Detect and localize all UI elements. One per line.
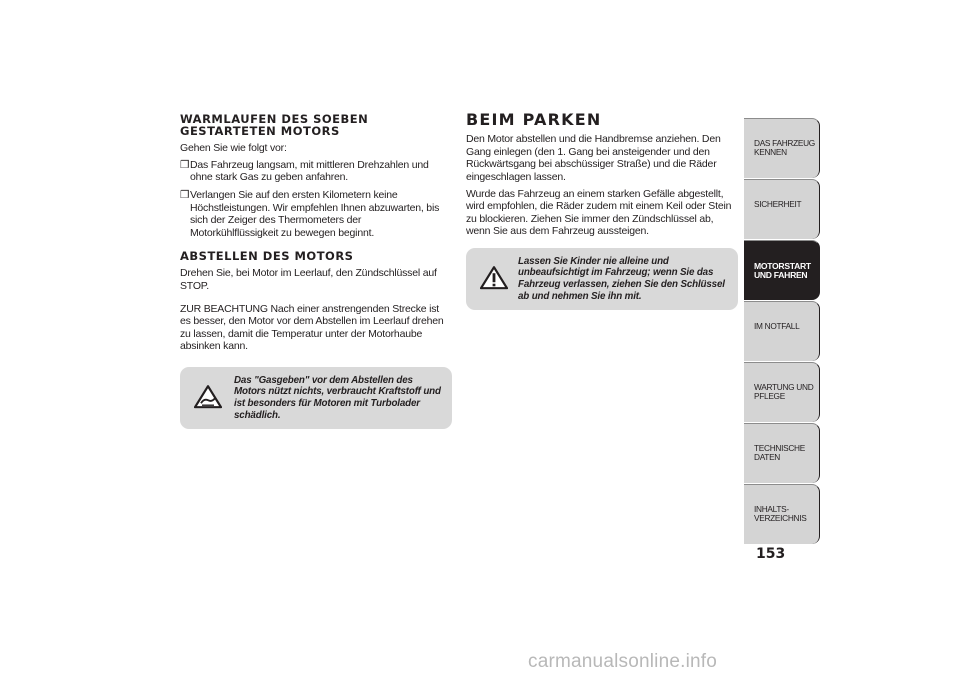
environment-warning-box xyxy=(180,367,452,429)
paragraph: Den Motor abstellen und die Handbremse anziehen. Den Gang einlegen (den 1. Gang bei ansteigender und den Rückwärtsgang bei abschüssiger Straße) und die Räder eingeschlagen lassen. xyxy=(466,133,721,183)
safety-warning-box xyxy=(466,248,738,310)
tab-motorstart-und-fahren[interactable]: MOTORSTART UND FAHREN xyxy=(744,240,820,300)
checkbox-bullet-icon: ❒ xyxy=(180,158,190,171)
tab-wartung-und-pflege[interactable]: WARTUNG UND PFLEGE xyxy=(744,362,820,422)
environment-warning-icon xyxy=(194,384,222,412)
list-item xyxy=(180,159,452,184)
exclamation-warning-icon xyxy=(480,265,508,293)
warning-text: Das "Gasgeben" vor dem Abstellen des Motors nützt nichts, verbraucht Kraftstoff und ist besonders für Motoren mit Turbolader schädlich. xyxy=(234,374,441,421)
section-heading-warmup: WARMLAUFEN DES SOEBEN GESTARTETEN MOTORS xyxy=(180,112,369,139)
intro-text: Gehen Sie wie folgt vor: xyxy=(180,142,287,155)
paragraph-note: ZUR BEACHTUNG Nach einer anstrengenden Strecke ist es besser, den Motor vor dem Abstellen im Leerlauf drehen zu lassen, damit die Temperatur unter der Motorhaube absinken kann. xyxy=(180,302,444,353)
warning-text: Lassen Sie Kinder nie alleine und unbeaufsichtigt im Fahrzeug; wenn Sie das Fahrzeug verlassen, ziehen Sie den Schlüssel ab und nehmen Sie ihn mit. xyxy=(518,255,725,302)
left-column xyxy=(180,113,452,429)
right-column xyxy=(466,110,738,310)
section-heading-parking: BEIM PARKEN xyxy=(466,110,602,129)
chapter-tabs xyxy=(744,118,820,544)
section-heading-stop-engine: ABSTELLEN DES MOTORS xyxy=(180,249,354,264)
page-number: 153 xyxy=(756,546,786,562)
list-item-text: Verlangen Sie auf den ersten Kilometern keine Höchstleistungen. Wir empfehlen Ihnen abzuwarten, bis sich der Zeiger des Thermometers der Motorkühlflüssigkeit zu bewegen beginnt. xyxy=(190,188,440,239)
list-item-text: Das Fahrzeug langsam, mit mittleren Drehzahlen und ohne stark Gas zu geben anfahren. xyxy=(190,158,429,184)
tab-sicherheit[interactable]: SICHERHEIT xyxy=(744,179,820,239)
list-item xyxy=(180,189,452,239)
checkbox-bullet-icon: ❒ xyxy=(180,188,190,201)
tab-das-fahrzeug-kennen[interactable]: DAS FAHRZEUG KENNEN xyxy=(744,118,820,178)
tab-technische-daten[interactable]: TECHNISCHE DATEN xyxy=(744,423,820,483)
watermark-text: carmanualsonline.info xyxy=(528,651,718,672)
tab-inhaltsverzeichnis[interactable]: INHALTS-VERZEICHNIS xyxy=(744,484,820,544)
paragraph: Drehen Sie, bei Motor im Leerlauf, den Zündschlüssel auf STOP. xyxy=(180,267,437,292)
paragraph: Wurde das Fahrzeug an einem starken Gefälle abgestellt, wird empfohlen, die Räder zudem mit einem Keil oder Stein zu blockieren. Ziehen Sie immer den Zündschlüssel ab, wenn Sie aus dem Fahrzeug aussteigen. xyxy=(466,187,732,238)
tab-im-notfall[interactable]: IM NOTFALL xyxy=(744,301,820,361)
